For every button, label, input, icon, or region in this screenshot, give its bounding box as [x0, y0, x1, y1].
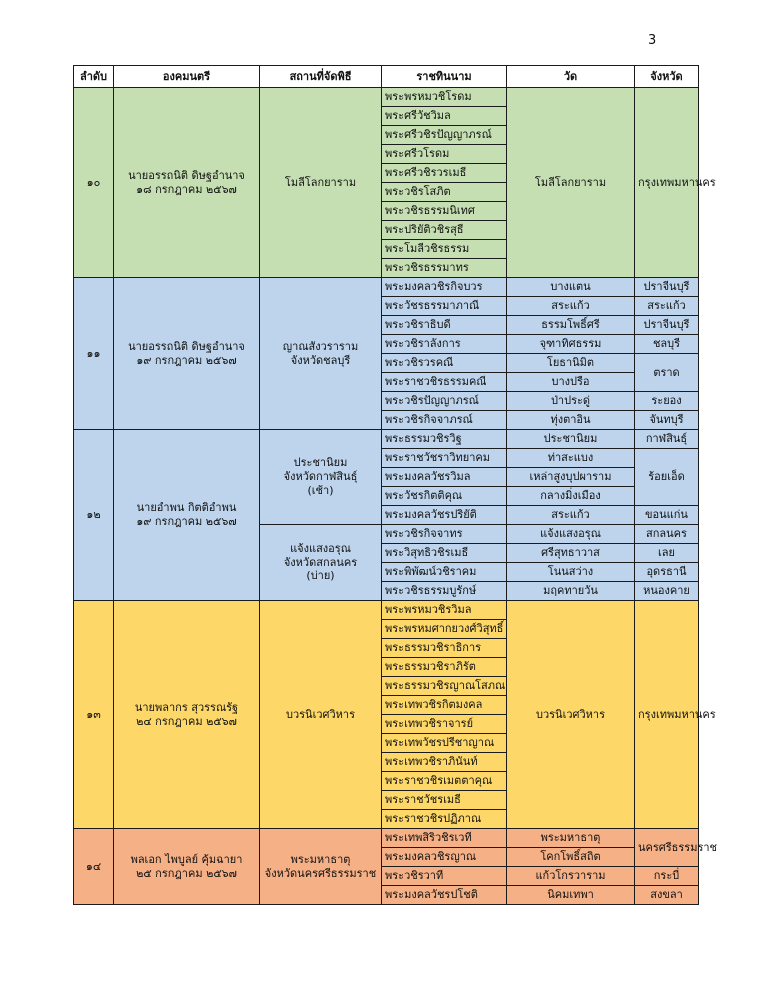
- title-cell: พระโมลีวชิรธรรม: [382, 240, 507, 259]
- order-cell: ๑๔: [74, 829, 114, 905]
- temple-cell: แจ้งแสงอรุณ: [507, 525, 635, 544]
- order-cell: ๑๓: [74, 601, 114, 829]
- title-cell: พระพิพัฒน์วชิราคม: [382, 563, 507, 582]
- table-row: [74, 829, 699, 848]
- province-cell: ชลบุรี: [635, 335, 699, 354]
- header-venue: สถานที่จัดพิธี: [260, 66, 382, 88]
- header-councilor: องคมนตรี: [114, 66, 260, 88]
- title-cell: พระศรีวชิรปัญญาภรณ์: [382, 126, 507, 145]
- title-cell: พระวชิรวาที: [382, 867, 507, 886]
- province-cell: กระบี่: [635, 867, 699, 886]
- temple-cell: ท่าสะแบง: [507, 449, 635, 468]
- header-province: จังหวัด: [635, 66, 699, 88]
- title-cell: พระธรรมวชิราธิการ: [382, 639, 507, 658]
- title-cell: พระศรีวชิรวรเมธี: [382, 164, 507, 183]
- temple-cell: โนนสว่าง: [507, 563, 635, 582]
- title-cell: พระปริยัติวชิรสุธี: [382, 221, 507, 240]
- title-cell: พระราชวชิรปฏิภาณ: [382, 810, 507, 829]
- title-cell: พระมงคลวัชรปโชติ: [382, 886, 507, 905]
- order-cell: ๑๒: [74, 430, 114, 601]
- title-cell: พระราชวชิรเมตตาคุณ: [382, 772, 507, 791]
- venue-cell: บวรนิเวศวิหาร: [260, 601, 382, 829]
- title-cell: พระวชิราลังการ: [382, 335, 507, 354]
- councilor-cell: พลเอก ไพบูลย์ คุ้มฉายา ๒๕ กรกฎาคม ๒๕๖๗: [114, 829, 260, 905]
- title-cell: พระธรรมวชิรญาณโสภณ: [382, 677, 507, 696]
- title-cell: พระวัชรธรรมาภาณี: [382, 297, 507, 316]
- province-cell: ระยอง: [635, 392, 699, 411]
- header-temple: วัด: [507, 66, 635, 88]
- province-cell: เลย: [635, 544, 699, 563]
- header-title: ราชทินนาม: [382, 66, 507, 88]
- venue-cell: แจ้งแสงอรุณ จังหวัดสกลนคร (บ่าย): [260, 525, 382, 601]
- temple-cell: พระมหาธาตุ: [507, 829, 635, 848]
- province-cell: กรุงเทพมหานคร: [635, 88, 699, 278]
- title-cell: พระเทพสิริวชิรเวที: [382, 829, 507, 848]
- temple-cell: แก้วโกรวาราม: [507, 867, 635, 886]
- title-cell: พระธรรมวชิรวิฐ: [382, 430, 507, 449]
- province-cell: กรุงเทพมหานคร: [635, 601, 699, 829]
- province-cell: ร้อยเอ็ด: [635, 449, 699, 506]
- title-cell: พระวชิรธรรมนิเทศ: [382, 202, 507, 221]
- title-cell: พระวิสุทธิวชิรเมธี: [382, 544, 507, 563]
- venue-cell: พระมหาธาตุ จังหวัดนครศรีธรรมราช: [260, 829, 382, 905]
- title-cell: พระพรหมวชิรวิมล: [382, 601, 507, 620]
- title-cell: พระเทพวชิราจารย์: [382, 715, 507, 734]
- temple-cell: กลางมิ่งเมือง: [507, 487, 635, 506]
- ceremony-schedule-table: [73, 65, 718, 905]
- temple-cell: สระแก้ว: [507, 297, 635, 316]
- title-cell: พระธรรมวชิราภิรัต: [382, 658, 507, 677]
- title-cell: พระวชิรปัญญาภรณ์: [382, 392, 507, 411]
- title-cell: พระวชิรโสภิต: [382, 183, 507, 202]
- header-order: ลำดับ: [74, 66, 114, 88]
- councilor-cell: นายอรรถนิติ ดิษฐอำนาจ ๑๘ กรกฎาคม ๒๕๖๗: [114, 88, 260, 278]
- temple-cell: บางปรือ: [507, 373, 635, 392]
- temple-cell: จุฑาทิศธรรม: [507, 335, 635, 354]
- province-cell: สงขลา: [635, 886, 699, 905]
- province-cell: สระแก้ว: [635, 297, 699, 316]
- title-cell: พระวัชรกิตติคุณ: [382, 487, 507, 506]
- title-cell: พระวชิราธิบดี: [382, 316, 507, 335]
- temple-cell: บวรนิเวศวิหาร: [507, 601, 635, 829]
- order-cell: ๑๑: [74, 278, 114, 430]
- temple-cell: โมลีโลกยาราม: [507, 88, 635, 278]
- councilor-cell: นายพลากร สุวรรณรัฐ ๒๔ กรกฎาคม ๒๕๖๗: [114, 601, 260, 829]
- title-cell: พระศรีวโรดม: [382, 145, 507, 164]
- province-cell: นครศรีธรรมราช: [635, 829, 699, 867]
- temple-cell: ทุ่งตาอิน: [507, 411, 635, 430]
- title-cell: พระมงคลวัชรปริยัติ: [382, 506, 507, 525]
- table-body: [74, 88, 718, 905]
- temple-cell: ประชานิยม: [507, 430, 635, 449]
- venue-cell: โมลีโลกยาราม: [260, 88, 382, 278]
- province-cell: ปราจีนบุรี: [635, 316, 699, 335]
- title-cell: พระศรีวัชวิมล: [382, 107, 507, 126]
- title-cell: พระวชิรกิจจาภรณ์: [382, 411, 507, 430]
- temple-cell: บางแตน: [507, 278, 635, 297]
- title-cell: พระพรหมวชิโรดม: [382, 88, 507, 107]
- order-cell: ๑๐: [74, 88, 114, 278]
- temple-cell: ธรรมโพธิ์ศรี: [507, 316, 635, 335]
- temple-cell: นิคมเทพา: [507, 886, 635, 905]
- title-cell: พระเทพวัชรปรีชาญาณ: [382, 734, 507, 753]
- table-row: [74, 88, 699, 107]
- temple-cell: โคกโพธิ์สถิต: [507, 848, 635, 867]
- province-cell: อุดรธานี: [635, 563, 699, 582]
- title-cell: พระวชิรธรรมบูรักษ์: [382, 582, 507, 601]
- province-cell: ขอนแก่น: [635, 506, 699, 525]
- venue-cell: ประชานิยม จังหวัดกาฬสินธุ์ (เช้า): [260, 430, 382, 525]
- title-cell: พระวชิรวรคณี: [382, 354, 507, 373]
- venue-cell: ญาณสังวราราม จังหวัดชลบุรี: [260, 278, 382, 430]
- title-cell: พระมงคลวชิรกิจบวร: [382, 278, 507, 297]
- province-cell: สกลนคร: [635, 525, 699, 544]
- title-cell: พระวชิรกิจจาทร: [382, 525, 507, 544]
- title-cell: พระเทพวชิรกิตมงคล: [382, 696, 507, 715]
- title-cell: พระราชวชิรธรรมคณี: [382, 373, 507, 392]
- table-row: [74, 601, 699, 620]
- temple-cell: มฤคทายวัน: [507, 582, 635, 601]
- table-header-row: [74, 66, 699, 88]
- table-row: [74, 278, 699, 297]
- temple-cell: สระแก้ว: [507, 506, 635, 525]
- temple-cell: ป่าประดู่: [507, 392, 635, 411]
- page-number: 3: [648, 33, 657, 48]
- province-cell: กาฬสินธุ์: [635, 430, 699, 449]
- province-cell: ปราจีนบุรี: [635, 278, 699, 297]
- title-cell: พระราชวัชรเมธี: [382, 791, 507, 810]
- table-row: [74, 430, 699, 449]
- title-cell: พระมงคลวัชรวิมล: [382, 468, 507, 487]
- temple-cell: โยธานิมิต: [507, 354, 635, 373]
- province-cell: จันทบุรี: [635, 411, 699, 430]
- temple-cell: เหล่าสูงบุปผาราม: [507, 468, 635, 487]
- title-cell: พระเทพวชิราภินันท์: [382, 753, 507, 772]
- province-cell: ตราด: [635, 354, 699, 392]
- province-cell: หนองคาย: [635, 582, 699, 601]
- title-cell: พระวชิรธรรมาทร: [382, 259, 507, 278]
- title-cell: พระมงคลวชิรญาณ: [382, 848, 507, 867]
- title-cell: พระราชวัชราวิทยาคม: [382, 449, 507, 468]
- councilor-cell: นายอำพน กิตติอำพน ๑๙ กรกฎาคม ๒๕๖๗: [114, 430, 260, 601]
- temple-cell: ศรีสุทธาวาส: [507, 544, 635, 563]
- title-cell: พระพรหมศากยวงศ์วิสุทธิ์: [382, 620, 507, 639]
- councilor-cell: นายอรรถนิติ ดิษฐอำนาจ ๑๙ กรกฎาคม ๒๕๖๗: [114, 278, 260, 430]
